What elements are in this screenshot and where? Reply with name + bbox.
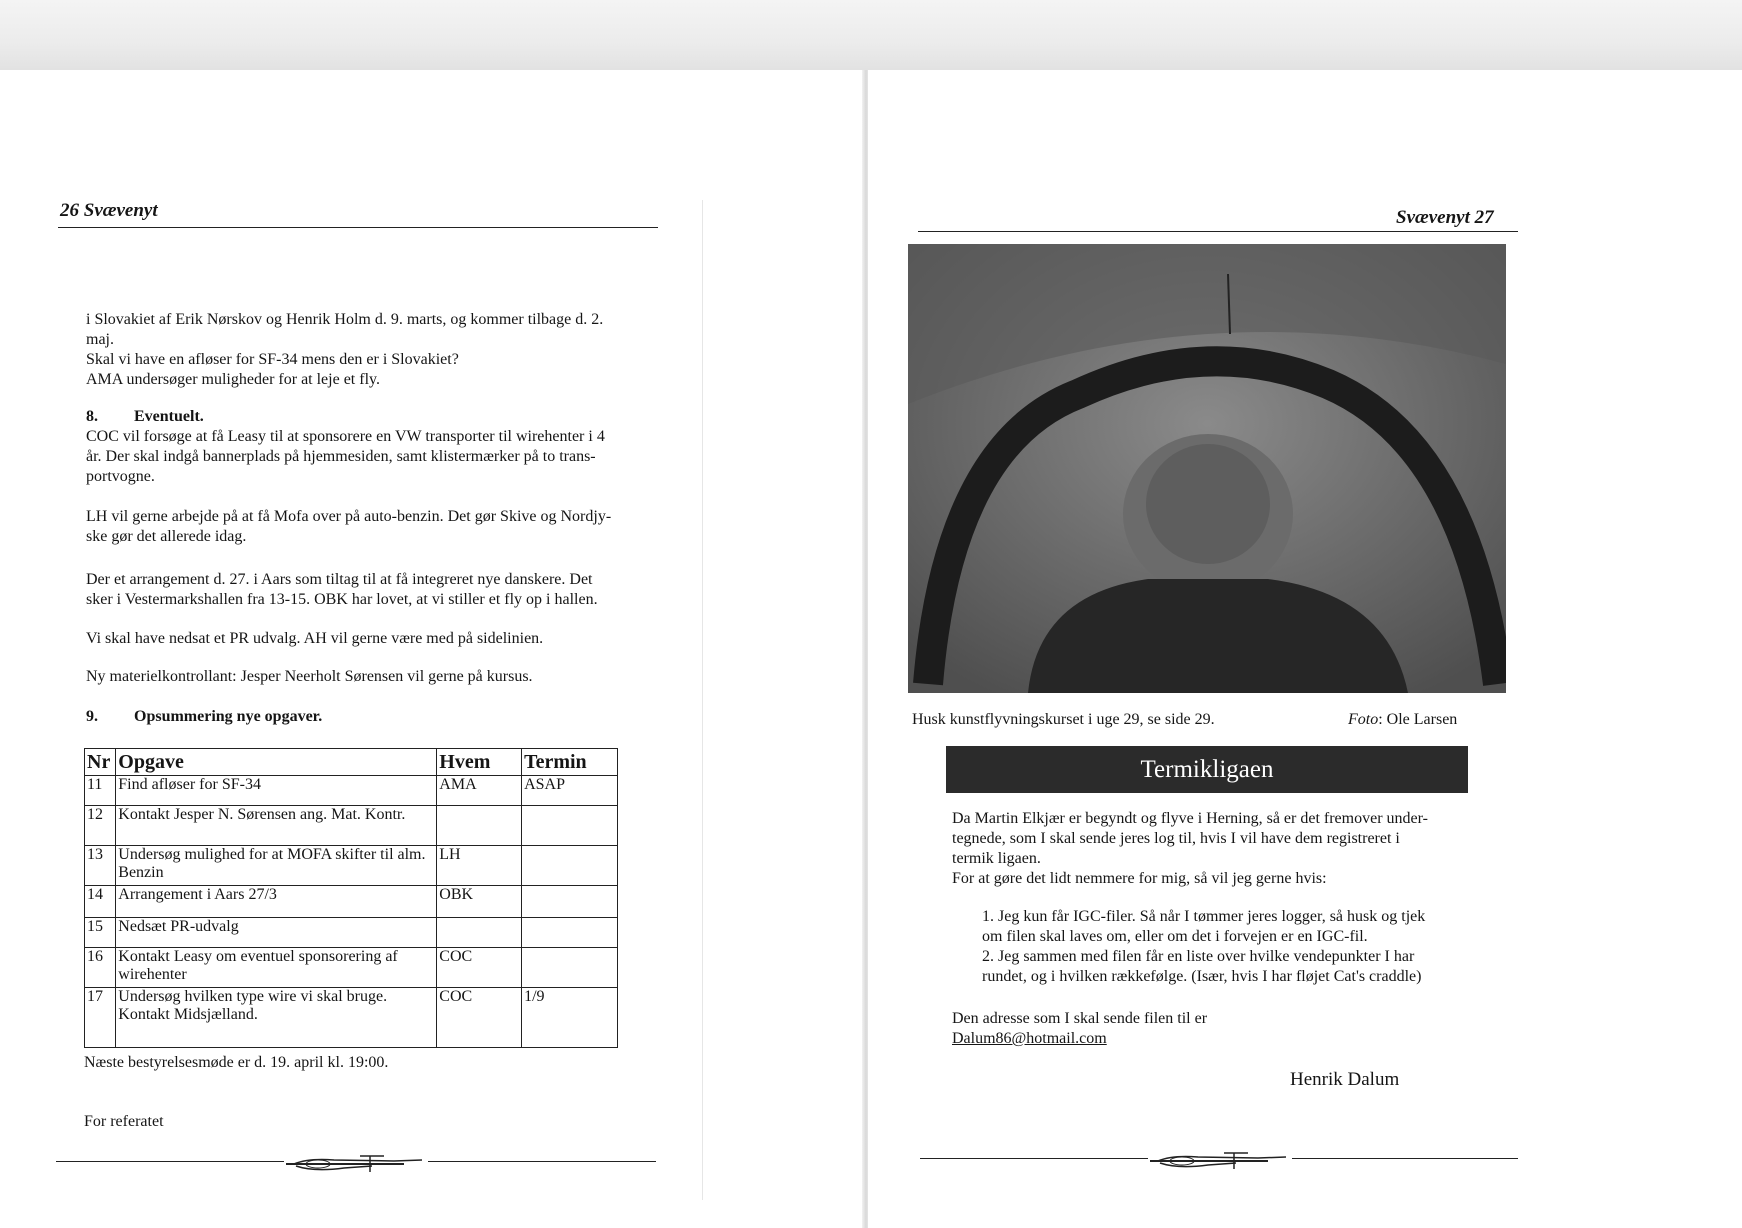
- col-header: Opgave: [116, 749, 437, 776]
- table-cell: 13: [85, 846, 116, 886]
- cockpit-photo: [908, 244, 1506, 693]
- termik-list: 1. Jeg kun får IGC-filer. Så når I tømmer jeres logger, så husk og tjek om filen skal laves om, eller om det i forvejen er en IGC-fil. 2. Jeg sammen med filen får en liste over hvilke vendepunkter I har rundet, og i hvilken rækkefølge. (Især, hvis I har fløjet Cat's craddle): [982, 908, 1426, 985]
- termikligaen-banner: Termikligaen: [946, 746, 1468, 793]
- table-cell: 12: [85, 806, 116, 846]
- table-cell: Arrangement i Aars 27/3: [116, 886, 437, 918]
- right-page-header: Svævenyt 27: [1396, 207, 1494, 228]
- table-cell: [522, 806, 618, 846]
- right-header-rule: [918, 231, 1518, 232]
- arrangement-paragraph: Der et arrangement d. 27. i Aars som tiltag til at få integreret nye danskere. Det sker i Vestermarkshallen fra 13-15. OBK har lovet, at vi stiller et fly op i hallen.: [86, 571, 598, 608]
- section-8-body: COC vil forsøge at få Leasy til at sponsorere en VW transporter til wirehenter i 4 år. Der skal indgå bannerplads på hjemmesiden, samt klistermærker på to trans- portvogne.: [86, 428, 605, 485]
- section-9-title: Opsummering nye opgaver.: [134, 708, 323, 725]
- address-text: Den adresse som I skal sende filen til er: [952, 1010, 1208, 1027]
- table-cell: 16: [85, 948, 116, 988]
- glider-icon: [284, 1152, 428, 1176]
- table-cell: 11: [85, 776, 116, 806]
- task-table: [84, 748, 618, 1048]
- table-cell: 15: [85, 918, 116, 948]
- table-row: [85, 948, 618, 988]
- table-row: [85, 776, 618, 806]
- glider-icon: [1148, 1149, 1292, 1173]
- intro-paragraph: i Slovakiet af Erik Nørskov og Henrik Holm d. 9. marts, og kommer tilbage d. 2. maj. Skal vi have en afløser for SF-34 mens den er i Slovakiet? AMA undersøger muligheder for at leje et fly.: [86, 311, 604, 388]
- table-cell: [522, 846, 618, 886]
- section-8-number: 8.: [86, 408, 98, 425]
- cockpit-photo-art: [908, 244, 1506, 693]
- table-cell: [522, 886, 618, 918]
- table-cell: ASAP: [522, 776, 618, 806]
- table-cell: 1/9: [522, 988, 618, 1048]
- pr-paragraph: Vi skal have nedsat et PR udvalg. AH vil gerne være med på sidelinien.: [86, 630, 544, 647]
- table-cell: 14: [85, 886, 116, 918]
- col-header: Termin: [522, 749, 618, 776]
- right-footer-rule-b: [1292, 1158, 1518, 1159]
- table-cell: Kontakt Jesper N. Sørensen ang. Mat. Kontr.: [116, 806, 437, 846]
- table-cell: [522, 918, 618, 948]
- next-meeting-note: Næste bestyrelsesmøde er d. 19. april kl. 19:00.: [84, 1054, 389, 1071]
- scan-top-shadow: [0, 0, 1742, 70]
- table-cell: AMA: [437, 776, 522, 806]
- left-page-header: 26 Svævenyt: [60, 200, 158, 221]
- photo-credit: Foto: Ole Larsen: [1348, 711, 1458, 728]
- table-cell: OBK: [437, 886, 522, 918]
- table-header-row: [85, 749, 618, 776]
- table-row: [85, 806, 618, 846]
- table-cell: Undersøg mulighed for at MOFA skifter til alm. Benzin: [116, 846, 437, 886]
- photo-caption: Husk kunstflyvningskurset i uge 29, se side 29.: [912, 711, 1215, 728]
- table-cell: [437, 918, 522, 948]
- table-row: [85, 886, 618, 918]
- col-header: Hvem: [437, 749, 522, 776]
- table-cell: LH: [437, 846, 522, 886]
- page-edge-left: [702, 200, 703, 1200]
- right-footer-rule-a: [920, 1158, 1148, 1159]
- col-header: Nr: [85, 749, 116, 776]
- materiel-paragraph: Ny materielkontrollant: Jesper Neerholt Sørensen vil gerne på kursus.: [86, 668, 533, 685]
- table-cell: [522, 948, 618, 988]
- signoff: For referatet: [84, 1113, 164, 1130]
- table-cell: Nedsæt PR-udvalg: [116, 918, 437, 948]
- table-cell: Find afløser for SF-34: [116, 776, 437, 806]
- table-cell: COC: [437, 948, 522, 988]
- author-name: Henrik Dalum: [1290, 1069, 1400, 1090]
- table-cell: [437, 806, 522, 846]
- table-cell: 17: [85, 988, 116, 1048]
- table-cell: COC: [437, 988, 522, 1048]
- left-footer-rule-b: [428, 1161, 656, 1162]
- email-link[interactable]: Dalum86@hotmail.com: [952, 1030, 1107, 1047]
- section-9-number: 9.: [86, 708, 98, 725]
- termik-intro: Da Martin Elkjær er begyndt og flyve i Herning, så er det fremover under- tegnede, som I skal sende jeres log til, hvis I vil have dem registreret i termik ligaen. For at gøre det lidt nemmere for mig, så vil jeg gerne hvis:: [952, 810, 1428, 887]
- table-row: [85, 846, 618, 886]
- table-cell: Undersøg hvilken type wire vi skal bruge. Kontakt Midsjælland.: [116, 988, 437, 1048]
- section-8-title: Eventuelt.: [134, 408, 204, 425]
- table-row: [85, 988, 618, 1048]
- left-footer-rule-a: [56, 1161, 284, 1162]
- table-row: [85, 918, 618, 948]
- table-cell: Kontakt Leasy om eventuel sponsorering af wirehenter: [116, 948, 437, 988]
- left-header-rule: [58, 227, 658, 228]
- lh-paragraph: LH vil gerne arbejde på at få Mofa over på auto-benzin. Det gør Skive og Nordjy- ske gør det allerede idag.: [86, 508, 612, 545]
